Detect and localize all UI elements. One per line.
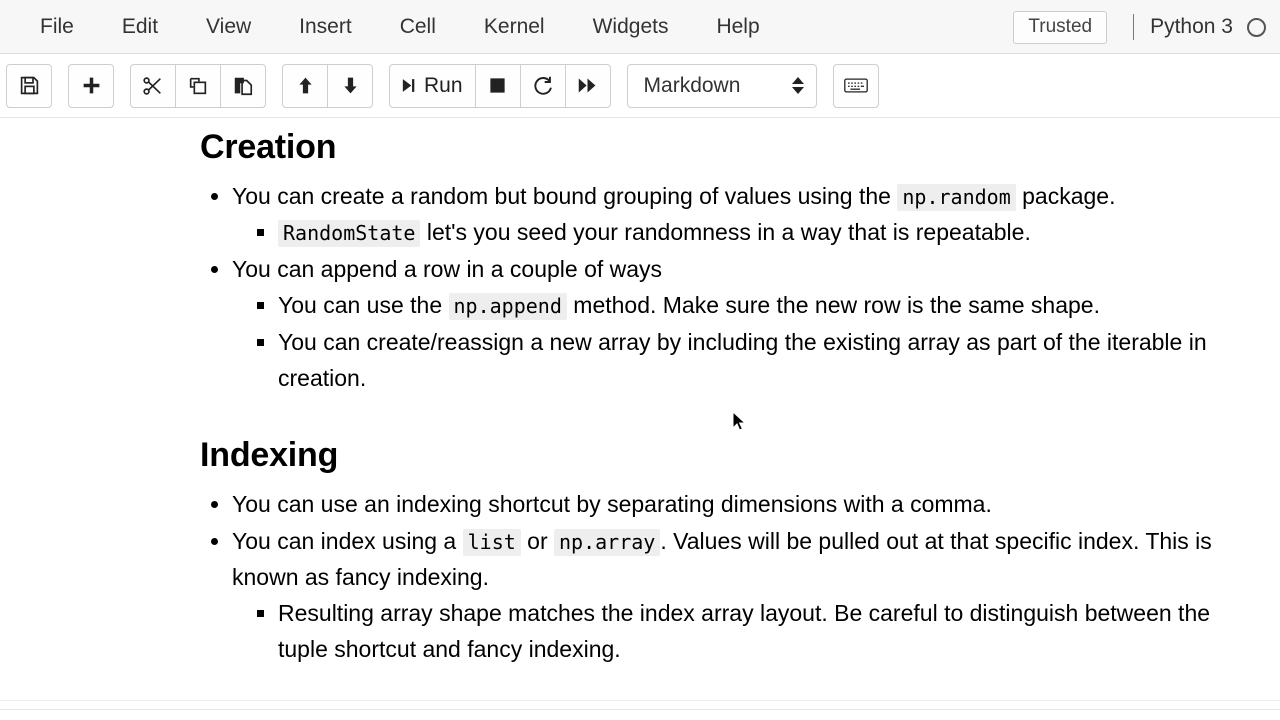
- trusted-badge[interactable]: Trusted: [1013, 11, 1107, 44]
- bullet-list: [200, 179, 1240, 396]
- cell-bottom-edge: [0, 700, 1280, 701]
- circle-idle-icon[interactable]: [1247, 18, 1266, 37]
- restart-circular-arrow-icon: [532, 75, 553, 96]
- chevron-updown-icon: [792, 77, 804, 94]
- paste-button[interactable]: [220, 64, 266, 108]
- menu-cell[interactable]: Cell: [399, 14, 436, 38]
- markdown-cell[interactable]: [0, 127, 1280, 668]
- move-group: [282, 64, 373, 108]
- move-cell-down-button[interactable]: [327, 64, 373, 108]
- copy-icon: [187, 75, 209, 97]
- menu-widgets[interactable]: Widgets: [592, 14, 669, 38]
- list-item: ▪ You can create/reassign a new array by including the existing array as part of the iterable in creation.: [278, 325, 1240, 397]
- arrow-up-icon: [295, 75, 316, 96]
- menu-file[interactable]: File: [40, 14, 74, 38]
- nested-bullet-list: [232, 596, 1240, 668]
- list-item: • You can create a random but bound grouping of values using the np.random package. ▪ RandomState let's you seed your randomness in a way that is repeatable.: [232, 179, 1240, 251]
- save-group: [6, 64, 52, 108]
- interrupt-kernel-button[interactable]: [475, 64, 521, 108]
- keyboard-icon: [844, 77, 868, 94]
- move-cell-up-button[interactable]: [282, 64, 328, 108]
- page-bottom-shadow: [0, 709, 1280, 710]
- inline-code: np.append: [449, 293, 567, 320]
- arrow-down-icon: [340, 75, 361, 96]
- restart-kernel-button[interactable]: [520, 64, 566, 108]
- list-item: ▪ You can use the np.append method. Make sure the new row is the same shape.: [278, 288, 1240, 324]
- run-button-label: Run: [424, 73, 463, 97]
- nested-bullet-list: [232, 215, 1240, 251]
- menu-edit[interactable]: Edit: [121, 14, 159, 38]
- inline-code: np.array: [554, 529, 660, 556]
- fast-forward-icon: [577, 75, 598, 96]
- run-step-icon: [400, 77, 417, 94]
- menu-kernel[interactable]: Kernel: [483, 14, 545, 38]
- scissors-icon: [142, 75, 164, 97]
- run-button[interactable]: [389, 64, 476, 108]
- paste-icon: [232, 75, 254, 97]
- kernel-name-label: Python 3: [1150, 15, 1233, 38]
- notebook-panel[interactable]: [0, 118, 1280, 720]
- cell-type-value: Markdown: [643, 73, 741, 97]
- insert-cell-below-button[interactable]: [68, 64, 114, 108]
- section-heading: Creation: [200, 128, 337, 166]
- edit-group: [130, 64, 266, 108]
- list-item: ▪ RandomState let's you seed your randomness in a way that is repeatable.: [278, 215, 1240, 251]
- cell-type-select[interactable]: [627, 64, 817, 108]
- menu-help[interactable]: Help: [716, 14, 760, 38]
- plus-icon: [81, 75, 102, 96]
- list-item: ▪ Resulting array shape matches the index array layout. Be careful to distinguish between the tuple shortcut and fancy indexing.: [278, 596, 1240, 668]
- menu-bar: [0, 0, 1280, 54]
- list-item: • You can index using a list or np.array . Values will be pulled out at that specific index. This is known as fancy indexing. ▪ Resulting array shape matches the index array layout. Be careful to distinguish between the tuple shortcut and fancy indexing.: [232, 524, 1240, 668]
- nested-bullet-list: [232, 288, 1240, 397]
- list-item: • You can append a row in a couple of ways ▪ You can use the np.append method. Make sure the new row is the same shape. ▪ You can create/reassign a new array by including the existing array as part of the iterable in creation.: [232, 252, 1240, 397]
- bullet-list: [200, 487, 1240, 667]
- stop-square-icon: [488, 76, 507, 95]
- copy-button[interactable]: [175, 64, 221, 108]
- menu-insert[interactable]: Insert: [299, 14, 352, 38]
- menu-bar-right: [1013, 0, 1280, 54]
- section-heading: Indexing: [200, 435, 339, 474]
- markdown-rendered-content: [0, 127, 1280, 668]
- cut-button[interactable]: [130, 64, 176, 108]
- command-palette-group: [833, 64, 879, 108]
- notebook-toolbar: [0, 54, 1280, 118]
- open-command-palette-button[interactable]: [833, 64, 879, 108]
- insert-cell-group: [68, 64, 114, 108]
- save-icon: [19, 75, 40, 96]
- menu-bar-items: [0, 0, 784, 53]
- inline-code: RandomState: [278, 220, 420, 247]
- list-item: • You can use an indexing shortcut by separating dimensions with a comma.: [232, 487, 1240, 523]
- inline-code: np.random: [897, 184, 1015, 211]
- inline-code: list: [463, 529, 521, 556]
- menubar-divider: [1133, 14, 1134, 40]
- run-controls-group: [389, 64, 611, 108]
- menu-view[interactable]: View: [206, 14, 252, 38]
- restart-and-run-all-button[interactable]: [565, 64, 611, 108]
- save-button[interactable]: [6, 64, 52, 108]
